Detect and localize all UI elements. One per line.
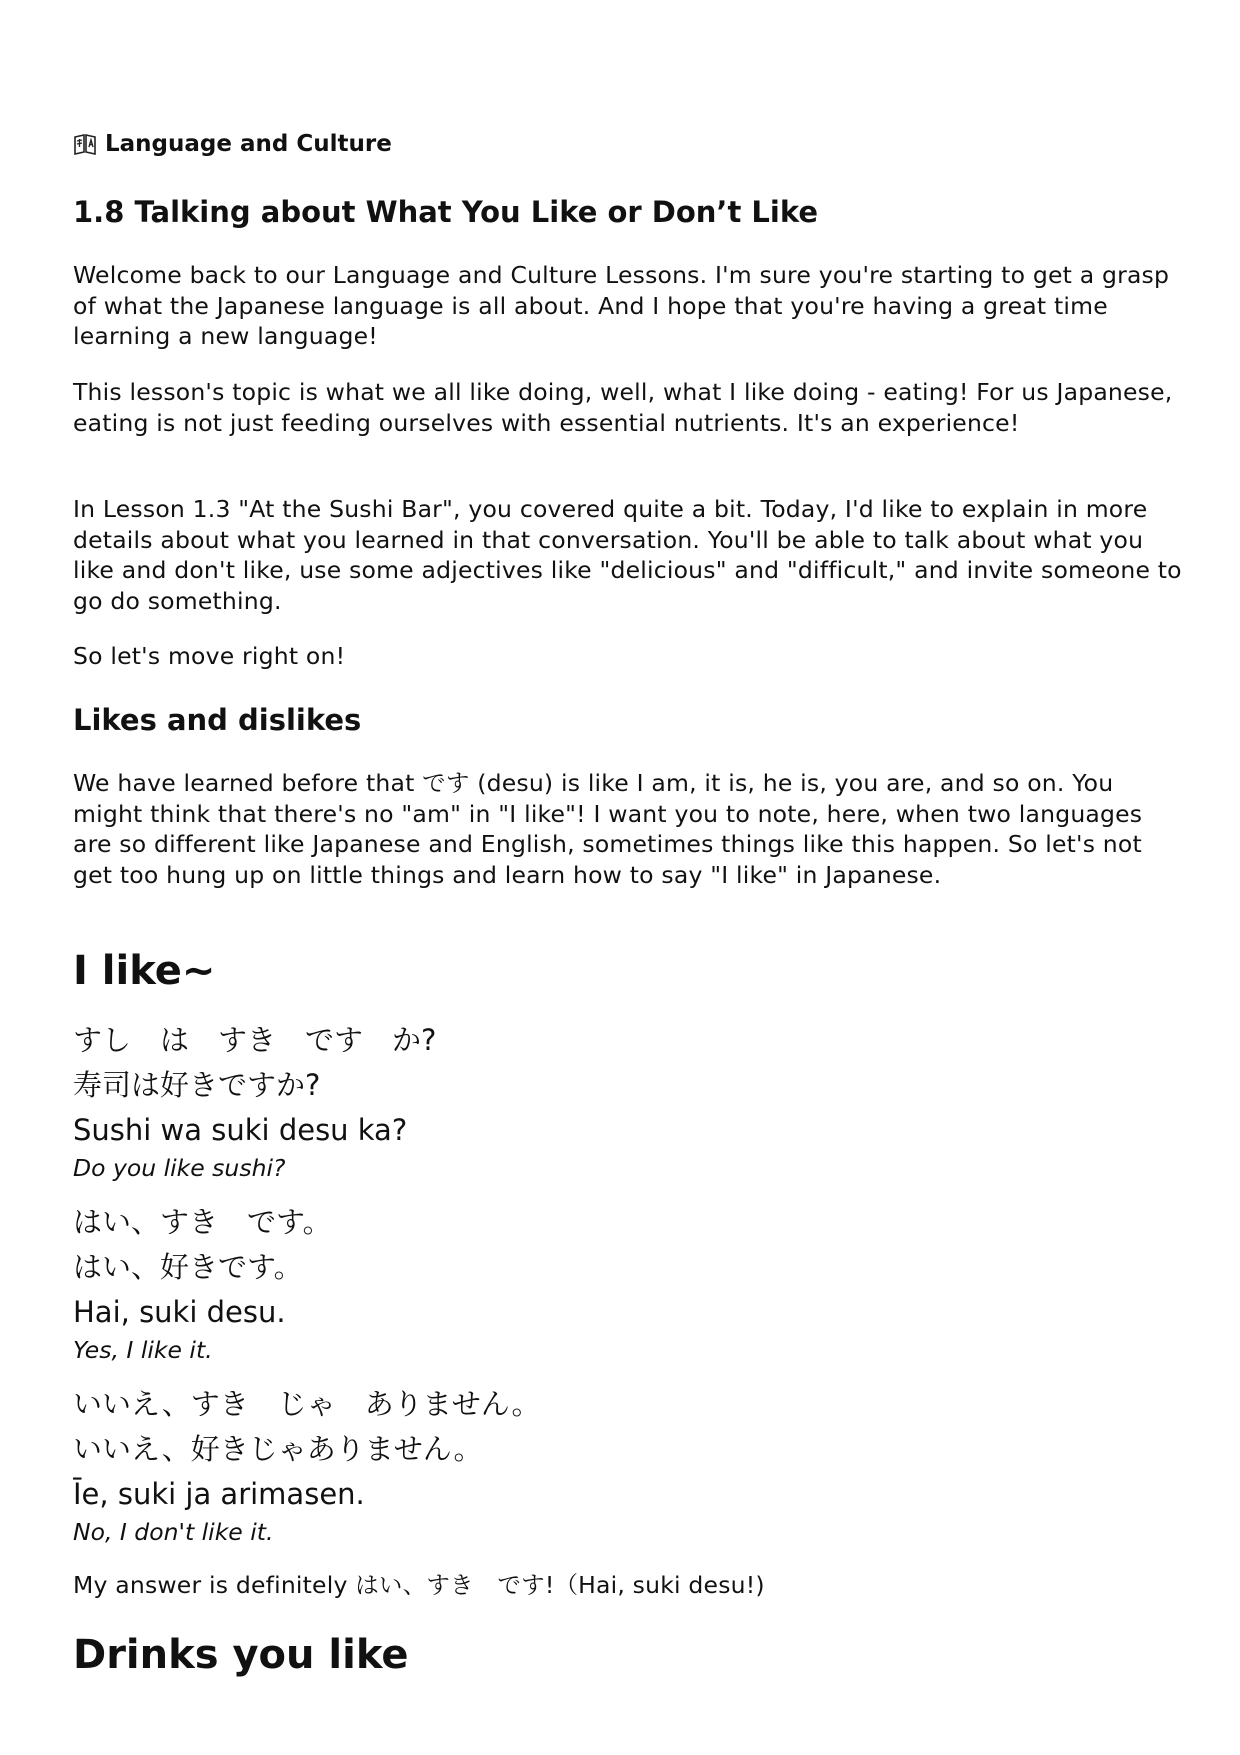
example-translation: Do you like sushi? (73, 1154, 286, 1182)
example-translation: Yes, I like it. (73, 1336, 213, 1364)
section-label-text: Language and Culture (105, 131, 392, 157)
likes-dislikes-paragraph: We have learned before that です (desu) is like I am, it is, he is, you are, and so on. You might think that there's no "am" in "I like"! I want you to note, here, when two languages are so different like Japanese and English, sometimes things like this happen. So let's not get too hung up on little things and learn how to say "I like" in Japanese. (73, 769, 1143, 889)
section-label (73, 129, 392, 159)
lesson-title: 1.8 Talking about What You Like or Don’t Like (73, 195, 818, 229)
topic-paragraph: This lesson's topic is what we all like doing, well, what I like doing - eating! For us Japanese, eating is not just feeding ourselves with essential nutrients. It's an experience! (73, 378, 1173, 437)
example-kana: はい、すき です。 (73, 1205, 332, 1239)
answer-paragraph: My answer is definitely はい、すき です!（Hai, suki desu!) (73, 1571, 765, 1599)
drinks-heading: Drinks you like (73, 1632, 409, 1678)
example-romaji: Sushi wa suki desu ka? (73, 1113, 408, 1147)
example-kana: すし は すき です か? (73, 1023, 437, 1057)
example-sentence (73, 1200, 1183, 1365)
example-translation: No, I don't like it. (73, 1518, 274, 1546)
move-on-paragraph: So let's move right on! (73, 642, 346, 670)
example-kana: いいえ、すき じゃ ありません。 (73, 1387, 541, 1421)
example-kanji: いいえ、好きじゃありません。 (73, 1432, 483, 1466)
example-romaji: Hai, suki desu. (73, 1295, 286, 1329)
book-icon (73, 132, 97, 156)
likes-dislikes-heading: Likes and dislikes (73, 703, 362, 737)
i-like-heading: I like~ (73, 948, 216, 994)
example-kanji: 寿司は好きですか? (73, 1068, 321, 1102)
lesson-reference-paragraph: In Lesson 1.3 "At the Sushi Bar", you covered quite a bit. Today, I'd like to explain in more details about what you learned in that conversation. You'll be able to talk about what you like and don't like, use some adjectives like "delicious" and "difficult," and invite someone to go do something. (73, 495, 1182, 615)
example-sentence (73, 1018, 1183, 1183)
intro-paragraph: Welcome back to our Language and Culture Lessons. I'm sure you're starting to get a grasp of what the Japanese language is all about. And I hope that you're having a great time learning a new language! (73, 261, 1170, 350)
example-romaji: Īe, suki ja arimasen. (73, 1477, 365, 1511)
example-sentence (73, 1382, 1183, 1547)
example-kanji: はい、好きです。 (73, 1250, 303, 1284)
